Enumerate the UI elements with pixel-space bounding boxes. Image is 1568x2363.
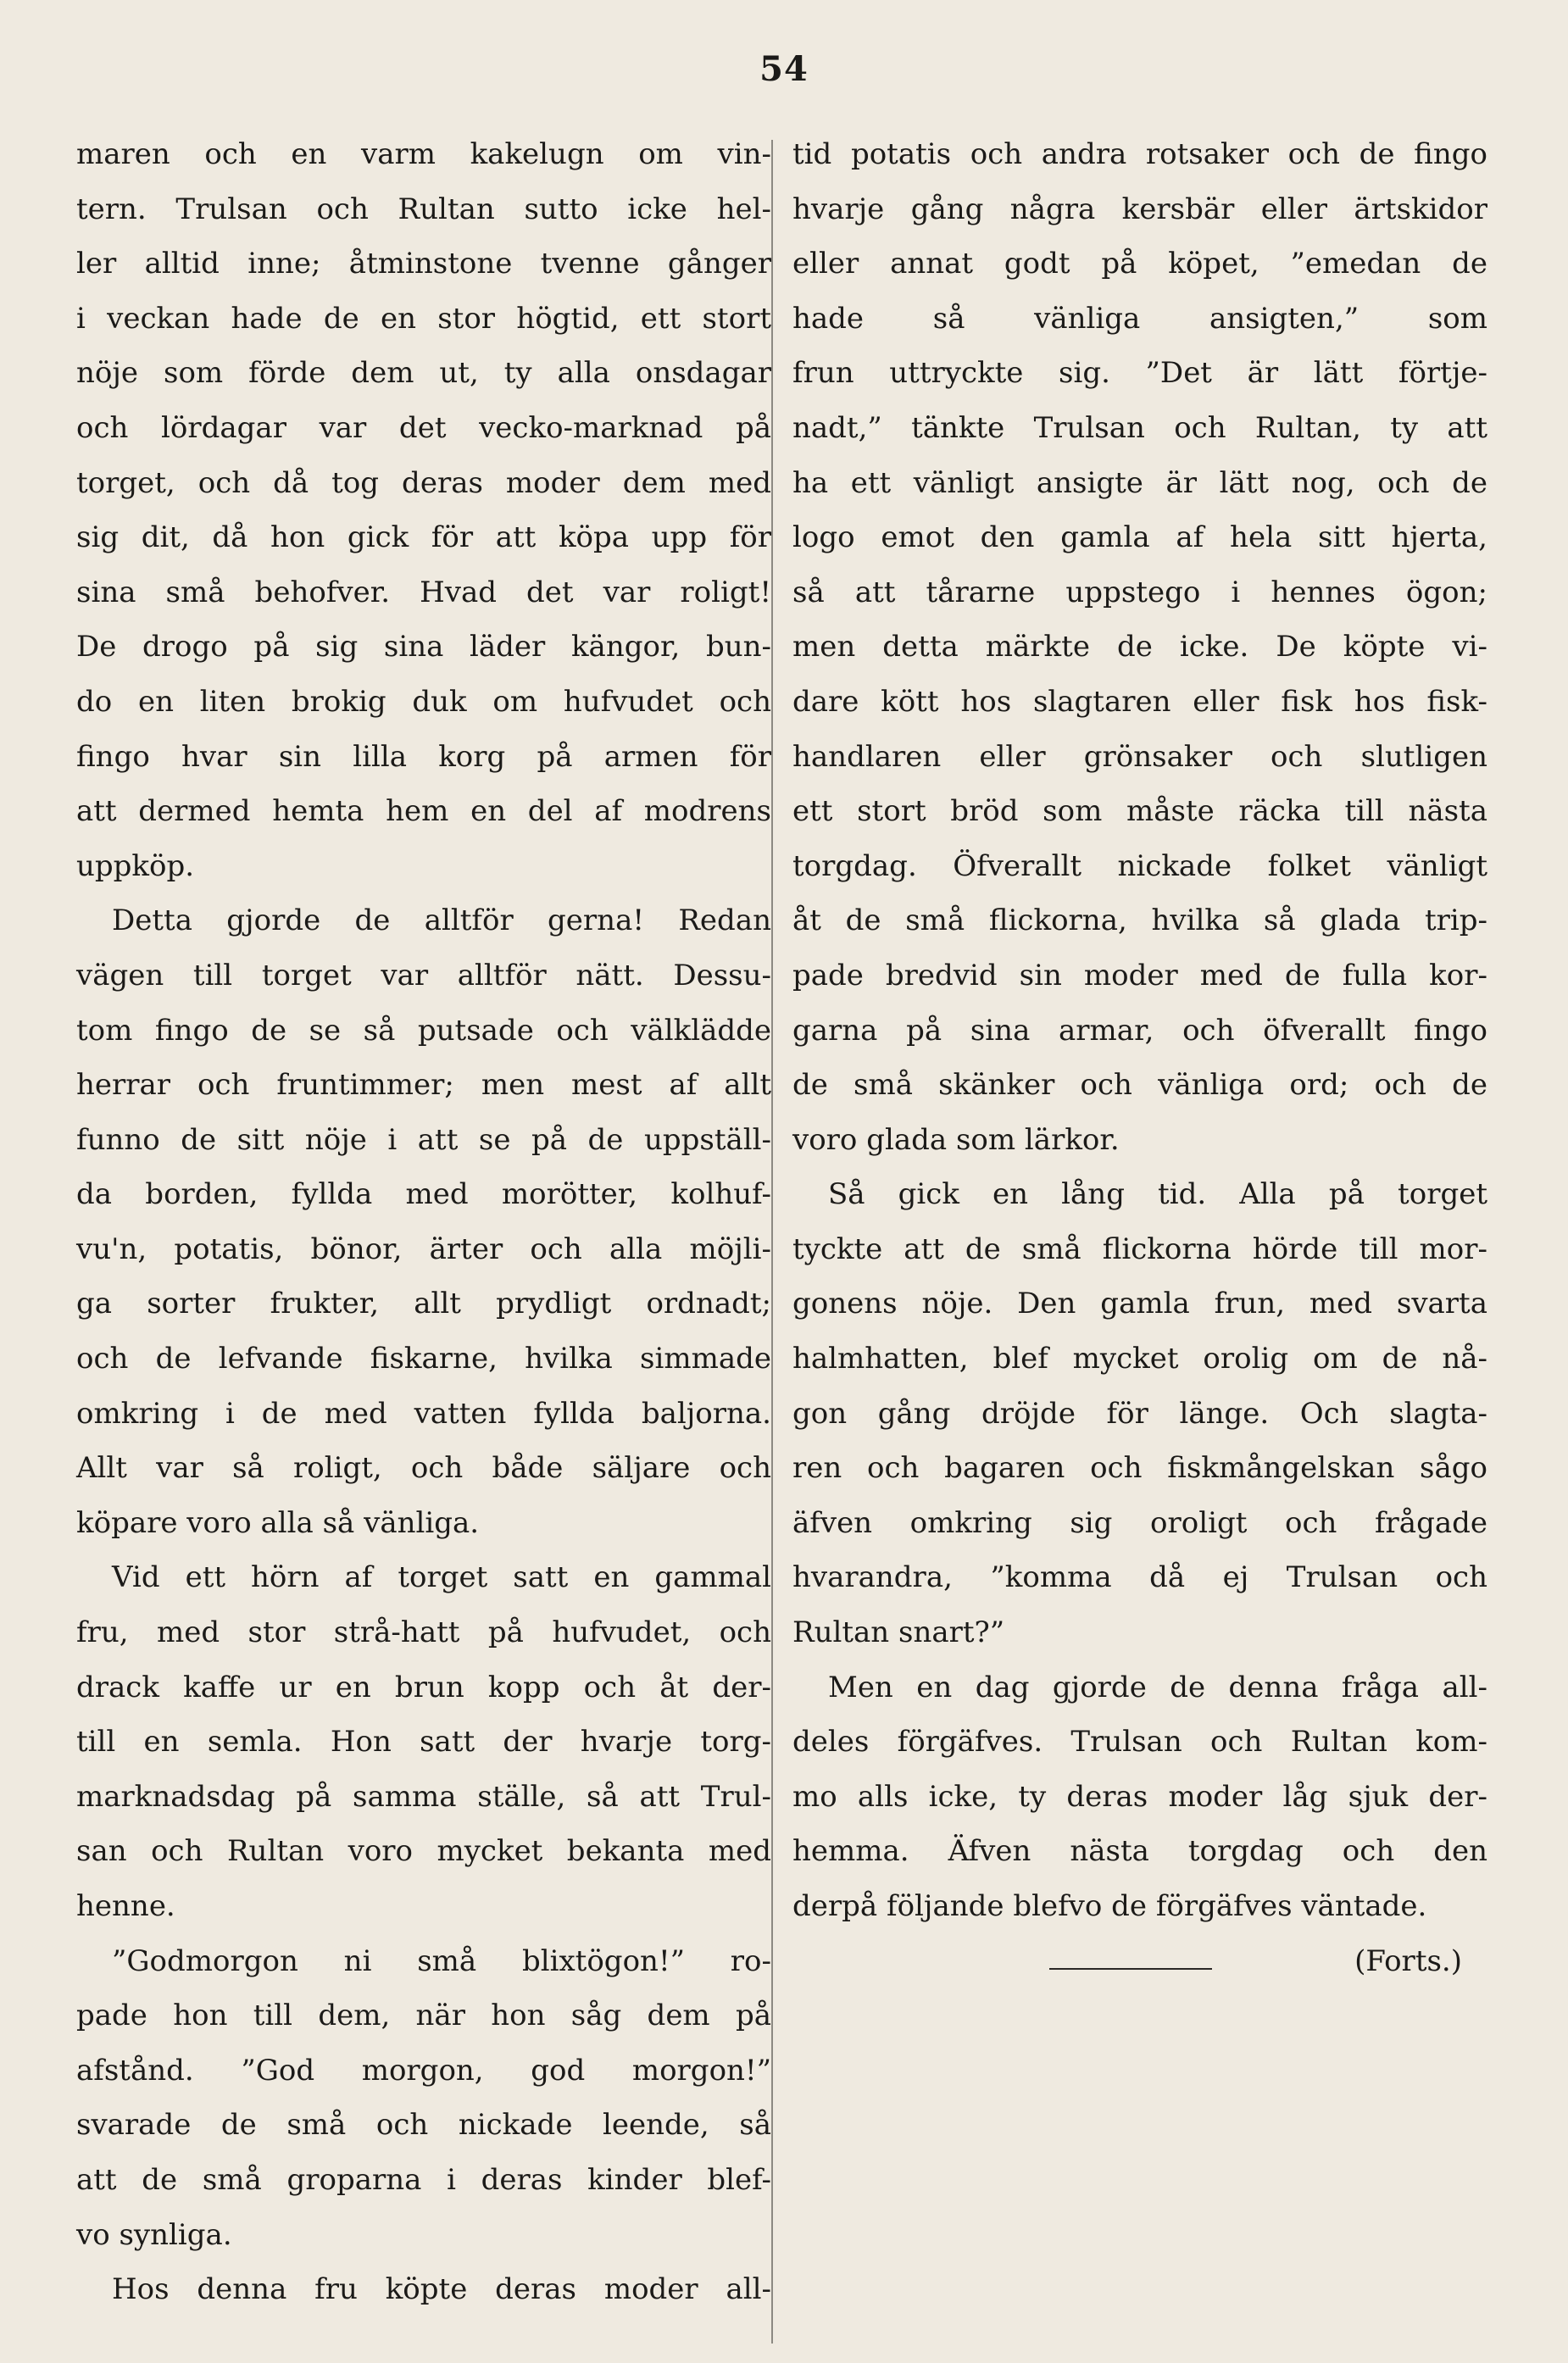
text-line: tyckte att de små flickorna hörde till mor- (792, 1232, 1487, 1266)
text-line: vo synliga. (76, 2217, 232, 2252)
text-line: omkring i de med vatten fyllda baljorna. (76, 1396, 771, 1431)
text-line: do en liten brokig duk om hufvudet och (76, 684, 771, 719)
text-line: De drogo på sig sina läder kängor, bun- (76, 630, 771, 664)
text-line: mo alls icke, ty deras moder låg sjuk der- (792, 1779, 1487, 1814)
text-line: Hos denna fru köpte deras moder all- (112, 2272, 771, 2307)
text-line: men detta märkte de icke. De köpte vi- (792, 630, 1487, 664)
text-line: hvarandra, ”komma då ej Trulsan och (792, 1560, 1487, 1595)
text-line: derpå följande blefvo de förgäfves väntade. (792, 1889, 1427, 1923)
text-line: herrar och fruntimmer; men mest af allt (76, 1068, 771, 1103)
text-line: ”Godmorgon ni små blixtögon!” ro- (112, 1943, 771, 1978)
text-line: så att tårarne uppstego i hennes ögon; (792, 575, 1487, 609)
text-line: pade bredvid sin moder med de fulla kor- (792, 958, 1487, 992)
text-line: och de lefvande fiskarne, hvilka simmade (76, 1342, 771, 1376)
text-line: dare kött hos slagtaren eller fisk hos fisk- (792, 684, 1487, 719)
text-line: nadt,” tänkte Trulsan och Rultan, ty att (792, 410, 1487, 445)
end-rule (1049, 1968, 1212, 1970)
text-line: ren och bagaren och fiskmångelskan sågo (792, 1451, 1487, 1486)
text-line: åt de små flickorna, hvilka så glada trip- (792, 904, 1487, 938)
text-line: Vid ett hörn af torget satt en gammal (112, 1560, 771, 1595)
text-line: fingo hvar sin lilla korg på armen för (76, 739, 771, 774)
text-line: ett stort bröd som måste räcka till nästa (792, 794, 1487, 829)
text-line: voro glada som lärkor. (792, 1122, 1120, 1157)
text-line: uppköp. (76, 848, 195, 883)
text-line: da borden, fyllda med morötter, kolhuf- (76, 1177, 771, 1212)
text-line: frun uttryckte sig. ”Det är lätt förtje- (792, 356, 1487, 391)
text-line: drack kaffe ur en brun kopp och åt der- (76, 1670, 771, 1704)
text-line: funno de sitt nöje i att se på de uppställ- (76, 1122, 771, 1157)
text-line: henne. (76, 1889, 175, 1923)
text-line: hade så vänliga ansigten,” som (792, 301, 1487, 336)
text-line: afstånd. ”God morgon, god morgon!” (76, 2053, 771, 2088)
column-divider (771, 140, 773, 2344)
text-line: san och Rultan voro mycket bekanta med (76, 1834, 771, 1869)
text-line: sig dit, då hon gick för att köpa upp för (76, 520, 771, 555)
text-line: tid potatis och andra rotsaker och de fingo (792, 137, 1487, 171)
text-line: Detta gjorde de alltför gerna! Redan (112, 904, 771, 938)
text-line: halmhatten, blef mycket orolig om de nå- (792, 1342, 1487, 1376)
left-text-column (76, 127, 771, 2317)
text-line: Allt var så roligt, och både säljare och (76, 1451, 771, 1486)
text-line: äfven omkring sig oroligt och frågade (792, 1505, 1487, 1540)
text-line: gonens nöje. Den gamla frun, med svarta (792, 1287, 1487, 1321)
text-line: att dermed hemta hem en del af modrens (76, 794, 771, 829)
text-line: eller annat godt på köpet, ”emedan de (792, 247, 1487, 281)
text-line: handlaren eller grönsaker och slutligen (792, 739, 1487, 774)
text-line: fru, med stor strå-hatt på hufvudet, och (76, 1615, 771, 1650)
text-line: (Forts.) (1354, 1943, 1462, 1978)
text-line: vu'n, potatis, bönor, ärter och alla möjli- (76, 1232, 771, 1266)
right-text-column (792, 127, 1487, 1988)
text-line: till en semla. Hon satt der hvarje torg- (76, 1725, 771, 1760)
text-line: Rultan snart?” (792, 1615, 1005, 1650)
text-line: sina små behofver. Hvad det var roligt! (76, 575, 771, 609)
text-line: pade hon till dem, när hon såg dem på (76, 1999, 771, 2033)
text-line: hemma. Äfven nästa torgdag och den (792, 1834, 1487, 1869)
text-line: tom fingo de se så putsade och välklädde (76, 1013, 771, 1048)
text-line: köpare voro alla så vänliga. (76, 1505, 480, 1540)
text-line: tern. Trulsan och Rultan sutto icke hel- (76, 192, 771, 226)
text-line: och lördagar var det vecko-marknad på (76, 410, 771, 445)
text-line: torget, och då tog deras moder dem med (76, 465, 771, 500)
text-line: ha ett vänligt ansigte är lätt nog, och de (792, 465, 1487, 500)
text-line: de små skänker och vänliga ord; och de (792, 1068, 1487, 1103)
text-line: logo emot den gamla af hela sitt hjerta, (792, 520, 1487, 555)
page-number: 54 (759, 49, 809, 89)
text-line: att de små groparna i deras kinder blef- (76, 2162, 771, 2197)
text-line: ga sorter frukter, allt prydligt ordnadt; (76, 1287, 771, 1321)
text-line: deles förgäfves. Trulsan och Rultan kom- (792, 1725, 1487, 1760)
text-line: hvarje gång några kersbär eller ärtskidor (792, 192, 1487, 226)
text-line: svarade de små och nickade leende, så (76, 2108, 771, 2143)
text-line: i veckan hade de en stor högtid, ett stort (76, 301, 771, 336)
text-line: garna på sina armar, och öfverallt fingo (792, 1013, 1487, 1048)
text-line: Så gick en lång tid. Alla på torget (828, 1177, 1487, 1212)
text-line: marknadsdag på samma ställe, så att Trul- (76, 1779, 771, 1814)
text-line: ler alltid inne; åtminstone tvenne gånger (76, 247, 771, 281)
text-line: maren och en varm kakelugn om vin- (76, 137, 771, 171)
text-line: vägen till torget var alltför nätt. Dessu- (76, 958, 771, 992)
text-line: Men en dag gjorde de denna fråga all- (828, 1670, 1487, 1704)
text-line: gon gång dröjde för länge. Och slagta- (792, 1396, 1487, 1431)
text-line: nöje som förde dem ut, ty alla onsdagar (76, 356, 771, 391)
text-line: torgdag. Öfverallt nickade folket vänligt (792, 848, 1487, 883)
